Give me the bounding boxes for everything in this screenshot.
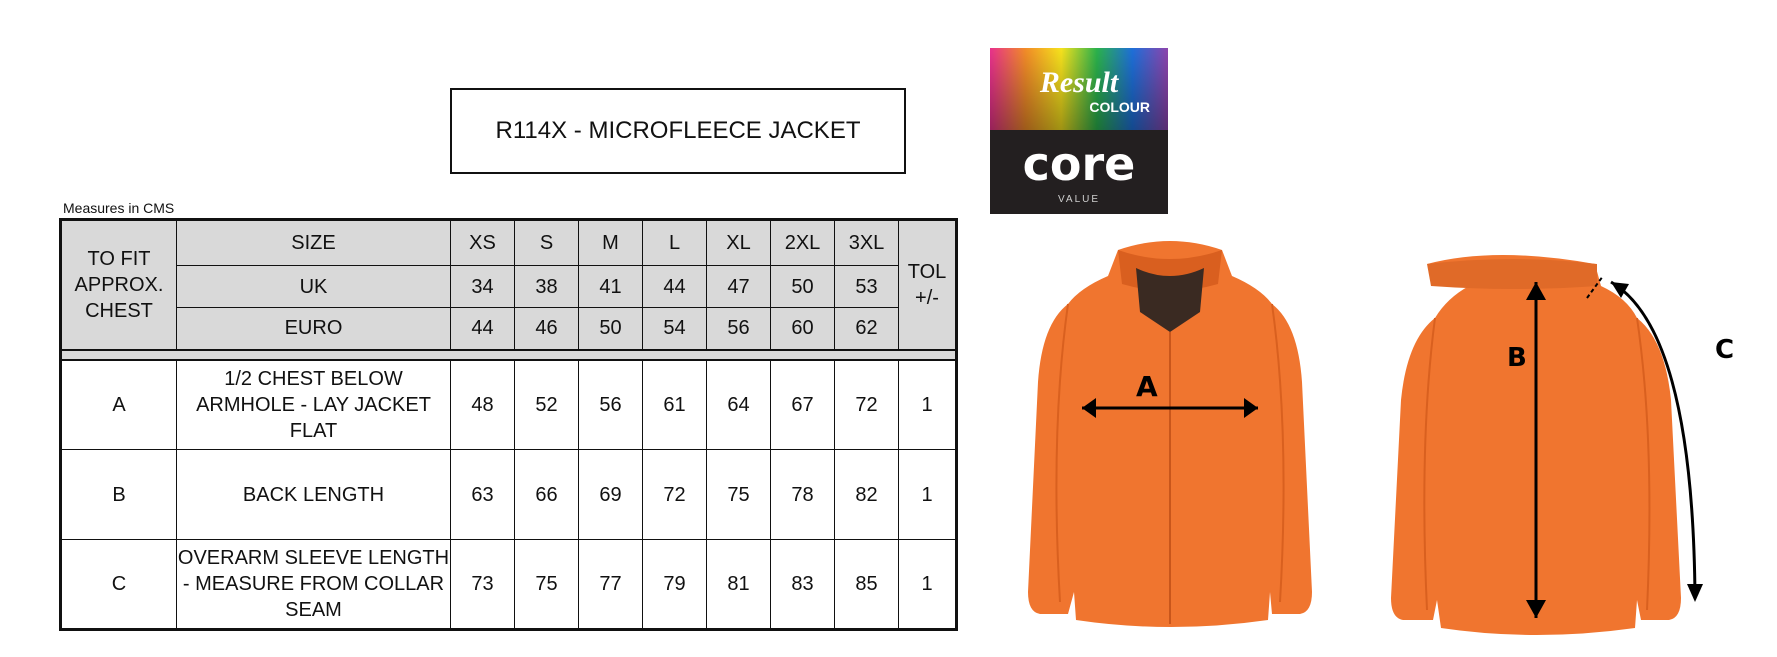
header-cell: 44 [451, 308, 515, 350]
header-separator [61, 350, 957, 360]
logo-line: core [1022, 137, 1136, 191]
header-cell: XS [451, 220, 515, 266]
tolerance-value: 1 [899, 360, 957, 450]
measurement-value: 85 [835, 540, 899, 630]
logo-brand-sub: COLOUR [1089, 99, 1150, 115]
measurement-value: 75 [515, 540, 579, 630]
header-cell: 3XL [835, 220, 899, 266]
header-row-size [61, 220, 957, 266]
header-cell: 44 [643, 266, 707, 308]
measurement-value: 48 [451, 360, 515, 450]
measurement-value: 66 [515, 450, 579, 540]
measurement-value: 56 [579, 360, 643, 450]
measurement-value: 83 [771, 540, 835, 630]
logo-brand: Result [1039, 66, 1119, 99]
measurement-value: 75 [707, 450, 771, 540]
header-cell: 41 [579, 266, 643, 308]
header-row-euro [61, 308, 957, 350]
header-cell: 2XL [771, 220, 835, 266]
header-cell: 50 [579, 308, 643, 350]
measurement-description: 1/2 CHEST BELOW ARMHOLE - LAY JACKET FLAT [177, 360, 451, 450]
measurement-value: 61 [643, 360, 707, 450]
measurement-code: A [61, 360, 177, 450]
measurement-value: 82 [835, 450, 899, 540]
header-label: UK [177, 266, 451, 308]
header-cell: 53 [835, 266, 899, 308]
jacket-back-diagram [1375, 240, 1755, 635]
measurement-code: C [61, 540, 177, 630]
table-row [61, 360, 957, 450]
header-cell: 34 [451, 266, 515, 308]
header-cell: 38 [515, 266, 579, 308]
label-a: A [1136, 370, 1158, 403]
size-chart-table [59, 218, 958, 631]
measures-note: Measures in CMS [63, 200, 175, 216]
separator-cell [61, 350, 957, 360]
fit-label-line: CHEST [85, 299, 153, 322]
fit-chest-label [61, 220, 177, 350]
measurement-description: BACK LENGTH [177, 450, 451, 540]
measurement-value: 52 [515, 360, 579, 450]
header-cell: 54 [643, 308, 707, 350]
header-cell: S [515, 220, 579, 266]
header-cell: 46 [515, 308, 579, 350]
header-cell: 62 [835, 308, 899, 350]
measurement-code: B [61, 450, 177, 540]
measurement-value: 63 [451, 450, 515, 540]
measurement-value: 73 [451, 540, 515, 630]
logo-line-sub: VALUE [1057, 194, 1101, 205]
header-cell: L [643, 220, 707, 266]
measurement-value: 77 [579, 540, 643, 630]
header-cell: 47 [707, 266, 771, 308]
header-cell: 56 [707, 308, 771, 350]
table-row [61, 450, 957, 540]
measurement-value: 67 [771, 360, 835, 450]
fit-label-line: APPROX. [74, 273, 164, 296]
measurement-value: 78 [771, 450, 835, 540]
header-row-uk [61, 266, 957, 308]
tol-label-line: TOL [907, 260, 947, 283]
header-cell: XL [707, 220, 771, 266]
tolerance-label [899, 220, 957, 350]
tolerance-value: 1 [899, 540, 957, 630]
header-label: SIZE [177, 220, 451, 266]
table-row [61, 540, 957, 630]
label-b: B [1507, 343, 1527, 373]
product-title: R114X - MICROFLEECE JACKET [450, 88, 906, 174]
label-c: C [1715, 335, 1735, 365]
header-cell: 60 [771, 308, 835, 350]
header-label: EURO [177, 308, 451, 350]
jacket-front-diagram [1010, 232, 1330, 627]
measurement-value: 64 [707, 360, 771, 450]
measurement-description: OVERARM SLEEVE LENGTH - MEASURE FROM COLLAR SEAM [177, 540, 451, 630]
measurement-value: 72 [643, 450, 707, 540]
header-cell: 50 [771, 266, 835, 308]
tol-label-line: +/- [915, 286, 939, 309]
measurement-value: 79 [643, 540, 707, 630]
result-core-logo [990, 48, 1168, 214]
measurement-value: 81 [707, 540, 771, 630]
tolerance-value: 1 [899, 450, 957, 540]
measurement-value: 69 [579, 450, 643, 540]
fit-label-line: TO FIT [87, 247, 151, 270]
header-cell: M [579, 220, 643, 266]
measurement-value: 72 [835, 360, 899, 450]
